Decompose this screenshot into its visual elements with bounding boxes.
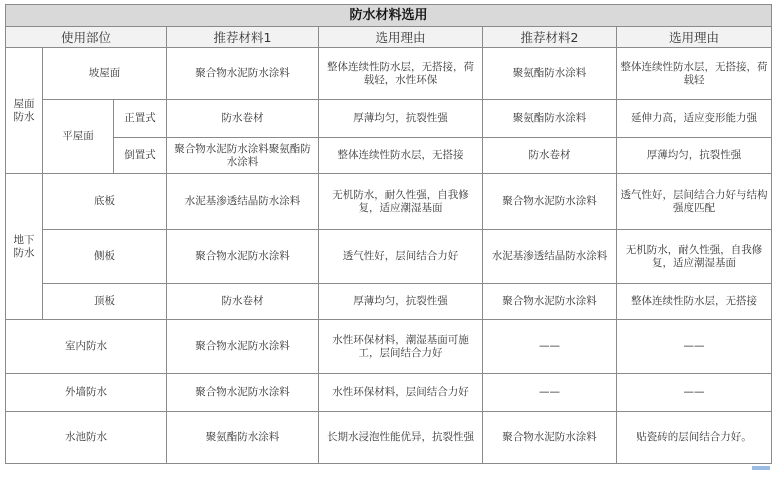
row-label: 正置式 bbox=[114, 100, 167, 138]
reason2-cell: 厚薄均匀，抗裂性强 bbox=[617, 138, 772, 174]
reason2-cell: 贴瓷砖的层间结合力好。 bbox=[617, 412, 772, 464]
row-label: 室内防水 bbox=[6, 320, 167, 374]
material1-cell: 聚合物水泥防水涂料 bbox=[167, 320, 319, 374]
material2-cell: 水泥基渗透结晶防水涂料 bbox=[483, 230, 617, 284]
header-material1: 推荐材料1 bbox=[167, 27, 319, 48]
table-row bbox=[6, 230, 772, 284]
header-reason1: 选用理由 bbox=[319, 27, 483, 48]
reason2-cell: —— bbox=[617, 320, 772, 374]
material1-cell: 聚合物水泥防水涂料 bbox=[167, 48, 319, 100]
waterproof-material-table bbox=[5, 4, 772, 464]
title-row bbox=[6, 5, 772, 27]
row-label: 水池防水 bbox=[6, 412, 167, 464]
table-row bbox=[6, 284, 772, 320]
material2-cell: 聚合物水泥防水涂料 bbox=[483, 412, 617, 464]
material1-cell: 防水卷材 bbox=[167, 100, 319, 138]
group-underground-label: 地下防水 bbox=[6, 174, 43, 320]
row-label: 倒置式 bbox=[114, 138, 167, 174]
row-label: 外墙防水 bbox=[6, 374, 167, 412]
material1-cell: 聚氨酯防水涂料 bbox=[167, 412, 319, 464]
table-row bbox=[6, 48, 772, 100]
row-label: 底板 bbox=[43, 174, 167, 230]
table-title: 防水材料选用 bbox=[6, 5, 772, 27]
reason2-cell: —— bbox=[617, 374, 772, 412]
material2-cell: 聚氨酯防水涂料 bbox=[483, 100, 617, 138]
material2-cell: —— bbox=[483, 320, 617, 374]
header-location: 使用部位 bbox=[6, 27, 167, 48]
material2-cell: 聚合物水泥防水涂料 bbox=[483, 174, 617, 230]
table-row bbox=[6, 320, 772, 374]
decorative-mark bbox=[752, 466, 770, 470]
reason1-cell: 透气性好，层间结合力好 bbox=[319, 230, 483, 284]
group-flat-roof-label: 平屋面 bbox=[43, 100, 114, 174]
reason1-cell: 厚薄均匀，抗裂性强 bbox=[319, 284, 483, 320]
table-row bbox=[6, 374, 772, 412]
reason1-cell: 水性环保材料，层间结合力好 bbox=[319, 374, 483, 412]
reason2-cell: 无机防水，耐久性强，自我修复，适应潮湿基面 bbox=[617, 230, 772, 284]
material1-cell: 防水卷材 bbox=[167, 284, 319, 320]
reason1-cell: 厚薄均匀，抗裂性强 bbox=[319, 100, 483, 138]
table-row bbox=[6, 100, 772, 138]
reason1-cell: 整体连续性防水层，无搭接 bbox=[319, 138, 483, 174]
table-row bbox=[6, 174, 772, 230]
table-row bbox=[6, 138, 772, 174]
material2-cell: —— bbox=[483, 374, 617, 412]
material1-cell: 聚合物水泥防水涂料 bbox=[167, 374, 319, 412]
material2-cell: 聚合物水泥防水涂料 bbox=[483, 284, 617, 320]
reason1-cell: 长期水浸泡性能优异，抗裂性强 bbox=[319, 412, 483, 464]
reason1-cell: 整体连续性防水层，无搭接，荷载轻，水性环保 bbox=[319, 48, 483, 100]
reason2-cell: 延伸力高，适应变形能力强 bbox=[617, 100, 772, 138]
group-roof-label: 屋面防水 bbox=[6, 48, 43, 174]
material2-cell: 防水卷材 bbox=[483, 138, 617, 174]
material2-cell: 聚氨酯防水涂料 bbox=[483, 48, 617, 100]
header-row bbox=[6, 27, 772, 48]
reason2-cell: 透气性好，层间结合力好与结构强度匹配 bbox=[617, 174, 772, 230]
material1-cell: 聚合物水泥防水涂料 bbox=[167, 230, 319, 284]
material1-cell: 水泥基渗透结晶防水涂料 bbox=[167, 174, 319, 230]
reason2-cell: 整体连续性防水层，无搭接，荷载轻 bbox=[617, 48, 772, 100]
material1-cell: 聚合物水泥防水涂料聚氨酯防水涂料 bbox=[167, 138, 319, 174]
row-label: 顶板 bbox=[43, 284, 167, 320]
table-row bbox=[6, 412, 772, 464]
reason1-cell: 水性环保材料，潮湿基面可施工，层间结合力好 bbox=[319, 320, 483, 374]
header-reason2: 选用理由 bbox=[617, 27, 772, 48]
reason1-cell: 无机防水，耐久性强，自我修复，适应潮湿基面 bbox=[319, 174, 483, 230]
row-label: 坡屋面 bbox=[43, 48, 167, 100]
reason2-cell: 整体连续性防水层，无搭接 bbox=[617, 284, 772, 320]
row-label: 侧板 bbox=[43, 230, 167, 284]
header-material2: 推荐材料2 bbox=[483, 27, 617, 48]
